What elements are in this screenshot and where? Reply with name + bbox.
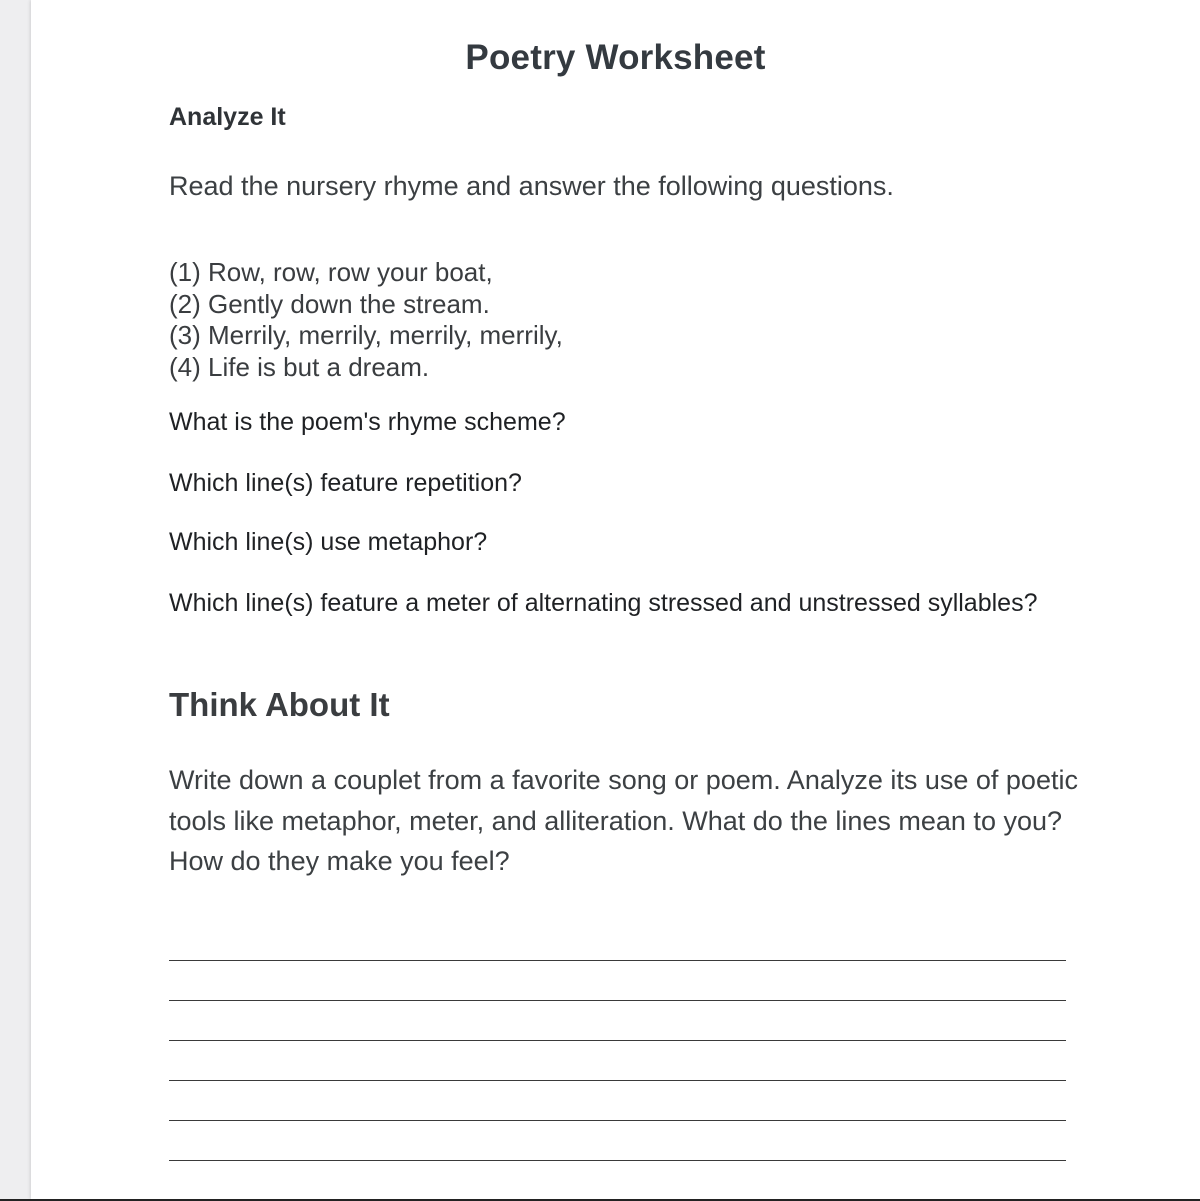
answer-line[interactable]	[169, 1160, 1066, 1161]
poem-block	[169, 257, 563, 383]
poem-line: (2) Gently down the stream.	[169, 288, 490, 319]
answer-line[interactable]	[169, 1120, 1066, 1121]
answer-line[interactable]	[169, 1040, 1066, 1041]
writing-prompt: Write down a couplet from a favorite song or poem. Analyze its use of poetic tools like metaphor, meter, and alliteration. What do the lines mean to you? How do they make you feel?	[169, 765, 1078, 876]
poem-line: (1) Row, row, row your boat,	[169, 257, 493, 287]
answer-line[interactable]	[169, 1000, 1066, 1001]
poem-line: (4) Life is but a dream.	[169, 351, 430, 382]
page-title: Poetry Worksheet	[465, 38, 766, 77]
poem-line: (3) Merrily, merrily, merrily, merrily,	[169, 320, 563, 350]
answer-line[interactable]	[169, 960, 1066, 961]
instructions-text: Read the nursery rhyme and answer the following questions.	[169, 171, 894, 201]
question-rhyme-scheme: What is the poem's rhyme scheme?	[169, 408, 566, 436]
answer-line[interactable]	[169, 1080, 1066, 1081]
question-meter: Which line(s) feature a meter of alternating stressed and unstressed syllables?	[169, 589, 1038, 617]
question-metaphor: Which line(s) use metaphor?	[169, 528, 488, 556]
question-repetition: Which line(s) feature repetition?	[169, 469, 522, 497]
worksheet-page	[31, 0, 1200, 1199]
section-heading-analyze: Analyze It	[169, 103, 286, 131]
section-heading-think: Think About It	[169, 686, 390, 723]
